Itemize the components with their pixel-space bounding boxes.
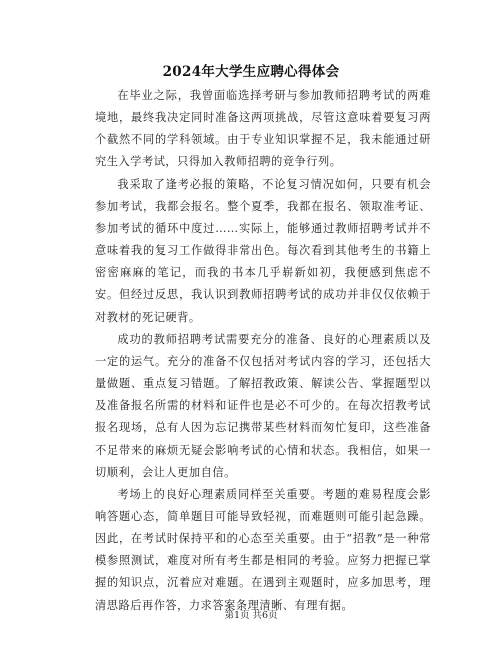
document-title: 2024年大学生应聘心得体会 (162, 64, 340, 80)
paragraph-2: 我采取了逢考必报的策略，不论复习情况如何，只要有机会参加考试，我都会报名。整个夏季，我都在报名、领取准考证、参加考试的循环中度过……实际上，能够通过教师招聘考试并不意味着我的复习工作做得非常出色。每次看到其他考生的书籍上密密麻麻的笔记，而我的书本几乎崭新如初，我便感到焦虑不安。但经过反思，我认识到教师招聘考试的成功并非仅仅依赖于对教材的死记硬背。 (95, 177, 431, 324)
paragraph-3: 成功的教师招聘考试需要充分的准备、良好的心理素质以及一定的运气。充分的准备不仅包括对考试内容的学习，还包括大量做题、重点复习错题。了解招教政策、解读公告、掌握题型以及准备报名所需的材料和证件也是必不可少的。在每次招教考试报名现场，总有人因为忘记携带某些材料而匆忙复印，这些准备不足带来的麻烦无疑会影响考试的心情和状态。我相信，如果一切顺利，会让人更加自信。 (95, 332, 431, 479)
page-number: 第1页 共6页 (224, 610, 278, 621)
document-body (95, 85, 431, 617)
paragraph-4: 考场上的良好心理素质同样至关重要。考题的难易程度会影响答题心态，简单题目可能导致轻视，而难题则可能引起急躁。因此，在考试时保持平和的心态至关重要。由于“招教”是一种常模参照测试，难度对所有考生都是相同的考验。应努力把握已掌握的知识点，沉着应对难题。在遇到主观题时，应多加思考，理清思路后再作答，力求答案条理清晰、有理有据。 (95, 487, 431, 612)
paragraph-1: 在毕业之际，我曾面临选择考研与参加教师招聘考试的两难境地，最终我决定同时准备这两项挑战，尽管这意味着要复习两个截然不同的学科领域。由于专业知识掌握不足，我未能通过研究生入学考试，只得加入教师招聘的竞争行列。 (95, 89, 431, 169)
